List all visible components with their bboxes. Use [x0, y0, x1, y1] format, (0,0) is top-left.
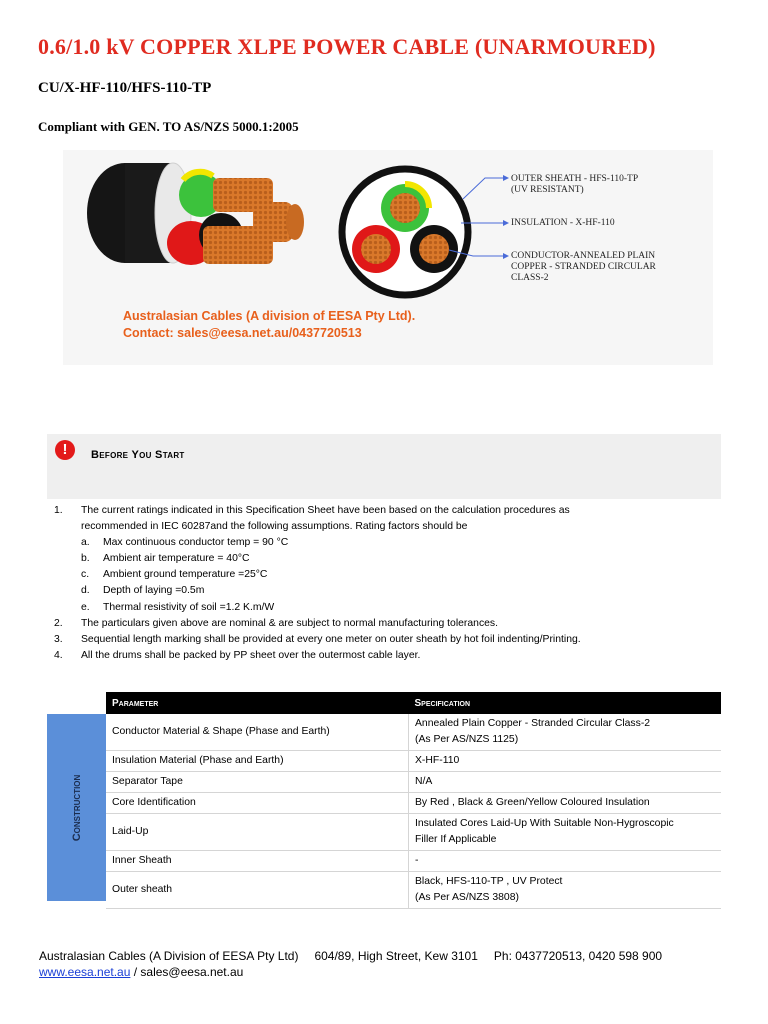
- spec-cell: Annealed Plain Copper - Stranded Circular Class-2 (As Per AS/NZS 1125): [409, 714, 722, 751]
- section-label-construction: Construction: [47, 714, 106, 901]
- exclamation-icon: !: [55, 440, 75, 460]
- header-specification: Specification: [409, 692, 722, 714]
- footer-line-1: [39, 948, 662, 964]
- callout-outer-sheath: OUTER SHEATH - HFS-110-TP (UV RESISTANT): [511, 174, 639, 195]
- cable-side-view: [87, 163, 304, 265]
- header-parameter: Parameter: [106, 692, 409, 714]
- cable-illustration: [63, 150, 713, 365]
- table-row: [106, 714, 721, 751]
- table-header-row: [106, 692, 721, 714]
- table-row: [106, 851, 721, 872]
- param-cell: Core Identification: [106, 793, 409, 814]
- specification-table: [106, 692, 721, 909]
- footer-phone: Ph: 0437720513, 0420 598 900: [493, 949, 663, 963]
- spec-cell: Insulated Cores Laid-Up With Suitable Non-Hygroscopic Filler If Applicable: [409, 814, 722, 851]
- spec-cell: N/A: [409, 772, 722, 793]
- spec-cell: X-HF-110: [409, 751, 722, 772]
- panel-heading: Before You Start: [91, 449, 185, 461]
- list-item: 4. All the drums shall be packed by PP sheet over the outermost cable layer.: [54, 649, 421, 661]
- list-item: 1. The current ratings indicated in this Specification Sheet have been based on the calculation procedures as: [54, 505, 570, 516]
- website-link[interactable]: www.eesa.net.au: [39, 965, 131, 979]
- table-row: [106, 751, 721, 772]
- list-item: 2. The particulars given above are nominal & are subject to normal manufacturing tolerances.: [54, 617, 499, 629]
- sub-list-item: c. Ambient ground temperature =25°C: [81, 569, 268, 581]
- table-row: [106, 772, 721, 793]
- list-item: 3. Sequential length marking shall be provided at every one meter on outer sheath by hot foil indenting/Printing.: [54, 633, 581, 645]
- notes-list: [50, 503, 730, 664]
- footer-line-2: www.eesa.net.au / sales@eesa.net.au: [39, 965, 244, 979]
- table-row: [106, 793, 721, 814]
- spec-cell: Black, HFS-110-TP , UV Protect (As Per AS/NZS 3808): [409, 872, 722, 909]
- param-cell: Inner Sheath: [106, 851, 409, 872]
- brand-contact: Contact: sales@eesa.net.au/0437720513: [123, 326, 362, 340]
- before-you-start-panel: [47, 434, 721, 499]
- param-cell: Insulation Material (Phase and Earth): [106, 751, 409, 772]
- footer-company: Australasian Cables (A Division of EESA Pty Ltd): [39, 949, 299, 963]
- sub-list: [50, 535, 730, 615]
- sub-list-item: d. Depth of laying =0.5m: [81, 585, 205, 597]
- cable-cross-section: [342, 169, 468, 295]
- param-cell: Separator Tape: [106, 772, 409, 793]
- param-cell: Laid-Up: [106, 814, 409, 851]
- spec-cell: -: [409, 851, 722, 872]
- param-cell: Outer sheath: [106, 872, 409, 909]
- brand-name: Australasian Cables (A division of EESA Pty Ltd).: [123, 309, 416, 323]
- callout-insulation: INSULATION - X-HF-110: [511, 218, 615, 228]
- cable-code: CU/X-HF-110/HFS-110-TP: [38, 80, 212, 96]
- list-item-continuation: recommended in IEC 60287and the following assumptions. Rating factors should be: [81, 521, 468, 533]
- page-footer: [39, 948, 662, 980]
- table-row: [106, 872, 721, 909]
- param-cell: Conductor Material & Shape (Phase and Earth): [106, 714, 409, 751]
- sub-list-item: b. Ambient air temperature = 40°C: [81, 553, 250, 565]
- sub-list-item: e. Thermal resistivity of soil =1.2 K.m/W: [81, 601, 275, 613]
- footer-address: 604/89, High Street, Kew 3101: [314, 949, 478, 963]
- table-row: [106, 814, 721, 851]
- document-title: 0.6/1.0 kV COPPER XLPE POWER CABLE (UNARMOURED): [38, 34, 656, 59]
- compliance-statement: Compliant with GEN. TO AS/NZS 5000.1:2005: [38, 119, 299, 134]
- callout-conductor: CONDUCTOR-ANNEALED PLAIN COPPER - STRANDED CIRCULAR CLASS-2: [511, 251, 656, 283]
- sub-list-item: a. Max continuous conductor temp = 90 °C: [81, 537, 289, 549]
- footer-email: sales@eesa.net.au: [140, 965, 244, 979]
- spec-cell: By Red , Black & Green/Yellow Coloured Insulation: [409, 793, 722, 814]
